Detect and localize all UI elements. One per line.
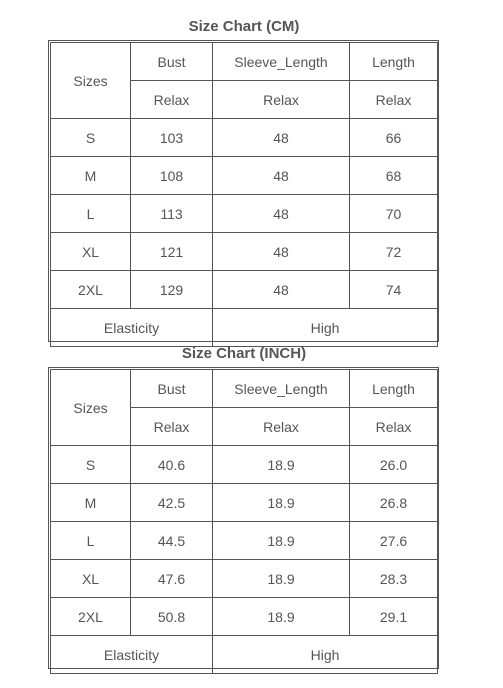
elasticity-label: Elasticity bbox=[51, 636, 213, 674]
bust-cell: 42.5 bbox=[131, 484, 213, 522]
sleeve-length-cell: 48 bbox=[213, 195, 350, 233]
sleeve-length-subheader: Relax bbox=[213, 81, 350, 119]
size-cell: S bbox=[51, 119, 131, 157]
size-cell: M bbox=[51, 484, 131, 522]
length-cell: 74 bbox=[350, 271, 438, 309]
length-cell: 26.8 bbox=[350, 484, 438, 522]
elasticity-row bbox=[51, 309, 438, 347]
sleeve-length-cell: 48 bbox=[213, 233, 350, 271]
table-row bbox=[51, 119, 438, 157]
sleeve-length-subheader: Relax bbox=[213, 408, 350, 446]
bust-cell: 47.6 bbox=[131, 560, 213, 598]
sizes-header: Sizes bbox=[51, 43, 131, 119]
elasticity-value: High bbox=[213, 636, 438, 674]
sleeve-length-cell: 48 bbox=[213, 119, 350, 157]
cm-size-table bbox=[50, 42, 438, 347]
length-header: Length bbox=[350, 370, 438, 408]
size-cell: XL bbox=[51, 233, 131, 271]
sleeve-length-cell: 18.9 bbox=[213, 598, 350, 636]
inch-size-chart bbox=[48, 367, 439, 669]
bust-subheader: Relax bbox=[131, 81, 213, 119]
length-cell: 27.6 bbox=[350, 522, 438, 560]
size-cell: S bbox=[51, 446, 131, 484]
table-row bbox=[51, 522, 438, 560]
sleeve-length-header: Sleeve_Length bbox=[213, 43, 350, 81]
inch-chart-title: Size Chart (INCH) bbox=[181, 345, 307, 362]
table-row bbox=[51, 271, 438, 309]
table-header-row bbox=[51, 370, 438, 408]
cm-size-chart bbox=[48, 40, 439, 342]
elasticity-label: Elasticity bbox=[51, 309, 213, 347]
length-cell: 72 bbox=[350, 233, 438, 271]
length-cell: 26.0 bbox=[350, 446, 438, 484]
table-row bbox=[51, 560, 438, 598]
length-cell: 66 bbox=[350, 119, 438, 157]
sleeve-length-cell: 48 bbox=[213, 157, 350, 195]
size-cell: 2XL bbox=[51, 598, 131, 636]
size-cell: 2XL bbox=[51, 271, 131, 309]
table-row bbox=[51, 157, 438, 195]
sleeve-length-cell: 18.9 bbox=[213, 484, 350, 522]
sizes-header: Sizes bbox=[51, 370, 131, 446]
length-cell: 28.3 bbox=[350, 560, 438, 598]
table-row bbox=[51, 195, 438, 233]
sleeve-length-cell: 18.9 bbox=[213, 522, 350, 560]
bust-cell: 108 bbox=[131, 157, 213, 195]
bust-cell: 129 bbox=[131, 271, 213, 309]
bust-cell: 113 bbox=[131, 195, 213, 233]
sleeve-length-cell: 18.9 bbox=[213, 446, 350, 484]
sleeve-length-header: Sleeve_Length bbox=[213, 370, 350, 408]
size-cell: M bbox=[51, 157, 131, 195]
elasticity-row bbox=[51, 636, 438, 674]
bust-cell: 50.8 bbox=[131, 598, 213, 636]
bust-cell: 103 bbox=[131, 119, 213, 157]
table-row bbox=[51, 446, 438, 484]
table-header-row bbox=[51, 43, 438, 81]
size-cell: XL bbox=[51, 560, 131, 598]
table-row bbox=[51, 233, 438, 271]
size-cell: L bbox=[51, 522, 131, 560]
sleeve-length-cell: 18.9 bbox=[213, 560, 350, 598]
bust-header: Bust bbox=[131, 370, 213, 408]
length-cell: 68 bbox=[350, 157, 438, 195]
length-subheader: Relax bbox=[350, 408, 438, 446]
inch-size-table bbox=[50, 369, 438, 674]
elasticity-value: High bbox=[213, 309, 438, 347]
bust-cell: 121 bbox=[131, 233, 213, 271]
bust-subheader: Relax bbox=[131, 408, 213, 446]
length-subheader: Relax bbox=[350, 81, 438, 119]
cm-chart-title: Size Chart (CM) bbox=[188, 18, 300, 35]
bust-header: Bust bbox=[131, 43, 213, 81]
bust-cell: 40.6 bbox=[131, 446, 213, 484]
bust-cell: 44.5 bbox=[131, 522, 213, 560]
length-cell: 29.1 bbox=[350, 598, 438, 636]
sleeve-length-cell: 48 bbox=[213, 271, 350, 309]
table-row bbox=[51, 598, 438, 636]
table-row bbox=[51, 484, 438, 522]
length-cell: 70 bbox=[350, 195, 438, 233]
length-header: Length bbox=[350, 43, 438, 81]
size-cell: L bbox=[51, 195, 131, 233]
